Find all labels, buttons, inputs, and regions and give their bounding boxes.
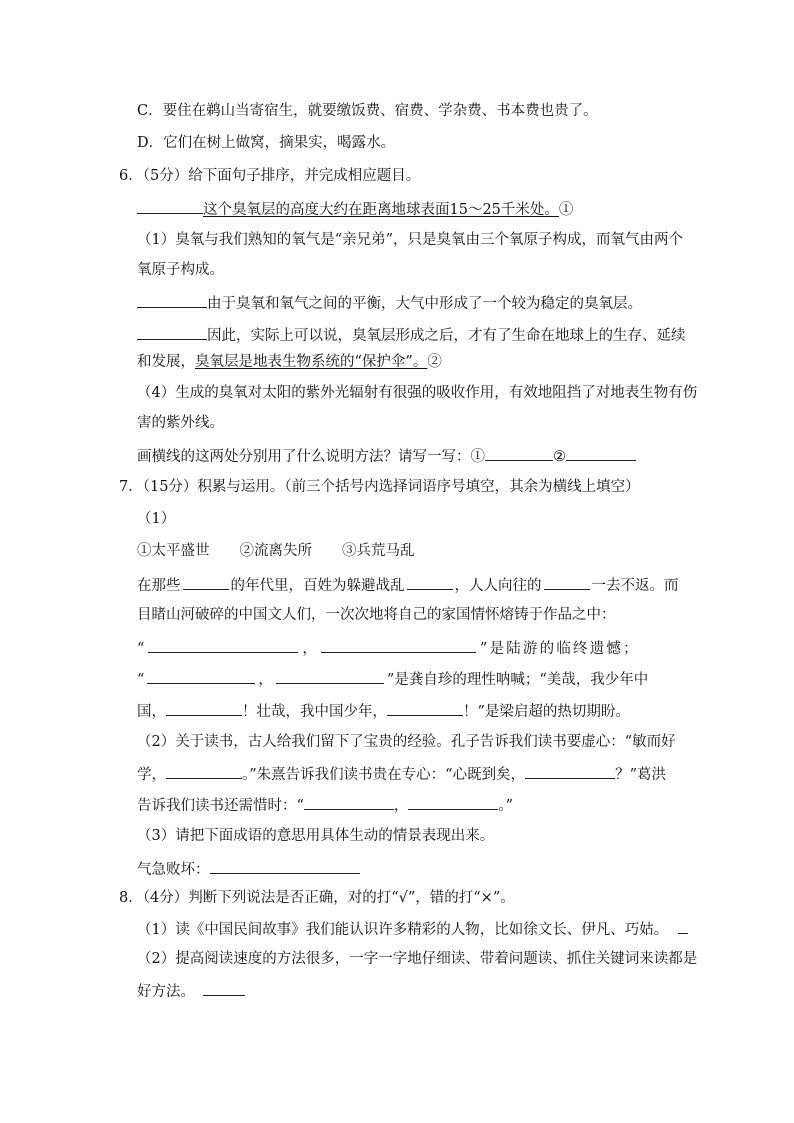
option-d: D．它们在树上做窝，摘果实，喝露水。 <box>137 135 396 151</box>
question-8-header: 8．（4分）判断下列说法是否正确，对的打“√”，错的打“×”。 <box>119 890 515 906</box>
answer-blank[interactable] <box>210 858 360 874</box>
answer-blank[interactable] <box>137 324 207 340</box>
answer-blank[interactable] <box>304 794 394 810</box>
text: ， <box>258 672 273 688</box>
text: “ <box>137 672 145 688</box>
q6-sentence-4-line-2 <box>137 352 442 372</box>
option-1: ①太平盛世 <box>137 543 210 559</box>
text: ！壮哉，我中国少年， <box>242 704 387 720</box>
sentence-text: 由于臭氧和氧气之间的平衡，大气中形成了一个较为稳定的臭氧层。 <box>207 296 642 312</box>
text: ？”葛洪 <box>615 767 666 783</box>
q7-line-3 <box>137 637 673 659</box>
idiom-label: 气急败坏： <box>137 862 210 878</box>
question-text: 画横线的这两处分别用了什么说明方法？请写一写： <box>137 449 471 465</box>
answer-blank[interactable] <box>166 700 242 716</box>
answer-blank[interactable] <box>678 918 688 934</box>
text: ”是龚自珍的理性呐喊；“美哉，我少年中 <box>386 672 649 688</box>
q7-line-2: 目睹山河破碎的中国文人们，一次次地将自己的家国情怀熔铸于作品之中： <box>137 607 616 623</box>
q6-sentence-1 <box>137 198 573 220</box>
q6-sentence-2-line-2: 氧原子构成。 <box>137 262 224 278</box>
answer-blank[interactable] <box>147 668 255 684</box>
q6-sentence-2-line-1: （1）臭氧与我们熟知的氧气是“亲兄弟”，只是臭氧由三个氧原子构成，而氧气由两个 <box>137 232 684 248</box>
underlined-text: 这个臭氧层的高度大约在距离地球表面15～25千米处。 <box>203 202 559 218</box>
answer-blank[interactable] <box>544 574 590 590</box>
answer-blank[interactable] <box>387 700 463 716</box>
circle-mark-2: ② <box>427 354 442 370</box>
q7-part-2-line-3 <box>137 794 513 816</box>
q7-line-1 <box>137 574 679 596</box>
text: “ <box>137 641 145 657</box>
q7-line-4 <box>137 668 648 690</box>
q6-question <box>137 445 636 467</box>
answer-blank-2[interactable] <box>566 445 636 461</box>
answer-blank[interactable] <box>137 292 207 308</box>
question-6-header: 6．（5分）给下面句子排序，并完成相应题目。 <box>119 168 421 184</box>
q7-part-2-line-1: （2）关于读书，古人给我们留下了宝贵的经验。孔子告诉我们读书要虚心：“敏而好 <box>137 734 676 750</box>
text: 告诉我们读书还需惜时：“ <box>137 798 304 814</box>
q6-sentence-5-line-1: （4）生成的臭氧对太阳的紫外光辐射有很强的吸收作用，有效地阻挡了对地表生物有伤 <box>137 385 698 401</box>
item-text: （1）读《中国民间故事》我们能认识许多精彩的人物，比如徐文长、伊凡、巧姑。 <box>137 922 669 938</box>
answer-blank-1[interactable] <box>485 445 553 461</box>
text: 的年代里，百姓为躲避战乱 <box>230 578 405 594</box>
q7-part-1-label: （1） <box>137 511 176 527</box>
text: ， <box>302 641 317 657</box>
text: 一去不返。而 <box>591 578 679 594</box>
answer-label-2: ② <box>553 449 566 465</box>
q6-sentence-3 <box>137 292 642 314</box>
q6-sentence-5-line-2: 害的紫外线。 <box>137 415 224 431</box>
q8-item-2-line-2 <box>137 980 245 1002</box>
text: 。” <box>498 798 514 814</box>
question-7-header: 7．（15分）积累与运用。（前三个括号内选择词语序号填空，其余为横线上填空） <box>119 479 640 495</box>
q7-part-3-idiom <box>137 858 360 880</box>
q6-sentence-4-line-1 <box>137 324 686 346</box>
option-c: C．要住在鹈山当寄宿生，就要缴饭费、宿费、学杂费、书本费也贵了。 <box>137 103 598 119</box>
q8-item-2-line-1: （2）提高阅读速度的方法很多，一字一字地仔细读、带着问题读、抓住关键词来读都是 <box>137 951 698 967</box>
q7-options <box>137 541 415 561</box>
text: ”是陆游的临终遗憾； <box>479 641 640 657</box>
answer-blank[interactable] <box>148 637 298 653</box>
answer-blank[interactable] <box>525 763 615 779</box>
option-3: ③兵荒马乱 <box>342 543 415 559</box>
answer-label-1: ① <box>470 449 485 465</box>
answer-blank[interactable] <box>321 637 476 653</box>
item-text: 好方法。 <box>137 984 195 1000</box>
q7-part-3: （3）请把下面成语的意思用具体生动的情景表现出来。 <box>137 828 495 844</box>
circle-mark-1: ① <box>558 202 574 218</box>
text: 。”朱熹告诉我们读书贵在专心：“心既到矣， <box>242 767 526 783</box>
q7-line-5 <box>137 700 630 722</box>
answer-blank[interactable] <box>183 574 229 590</box>
text: 国， <box>137 704 166 720</box>
sentence-text: 因此，实际上可以说，臭氧层形成之后，才有了生命在地球上的生存、延续 <box>207 328 686 344</box>
answer-blank[interactable] <box>166 763 242 779</box>
sentence-text: 和发展， <box>137 354 195 370</box>
answer-blank[interactable] <box>203 980 245 996</box>
text: ， <box>393 798 409 814</box>
answer-blank[interactable] <box>407 574 453 590</box>
answer-blank[interactable] <box>137 198 203 214</box>
text: 在那些 <box>137 578 181 594</box>
text: 学， <box>137 767 166 783</box>
underlined-text: 臭氧层是地表生物系统的“保护伞”。 <box>195 354 428 370</box>
option-2: ②流离失所 <box>239 543 312 559</box>
answer-blank[interactable] <box>408 794 498 810</box>
q7-part-2-line-2 <box>137 763 666 785</box>
text: ，人人向往的 <box>454 578 542 594</box>
answer-blank[interactable] <box>276 668 384 684</box>
text: ！”是梁启超的热切期盼。 <box>463 704 630 720</box>
q8-item-1 <box>137 918 688 940</box>
